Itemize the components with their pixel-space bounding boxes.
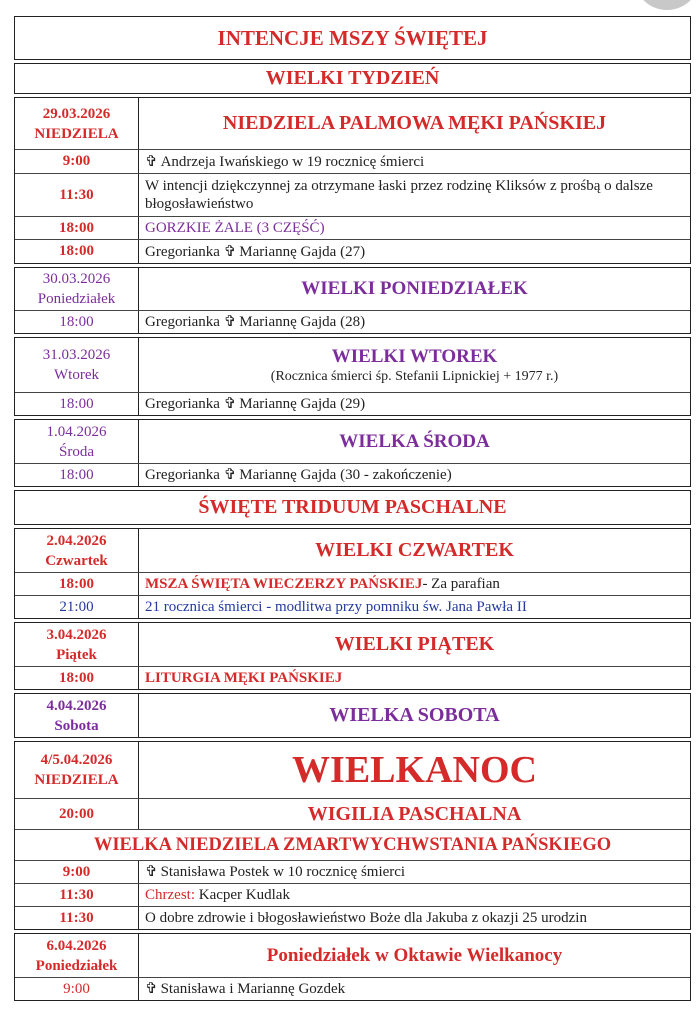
intention-row [15,906,690,929]
weekday-label: Czwartek [45,552,108,569]
week-title: WIELKI TYDZIEŃ [265,67,440,89]
day-title: NIEDZIELA PALMOWA MĘKI PAŃSKIEJ [222,112,607,134]
weekday-label: Środa [59,443,94,460]
day-block-holy-thursday [14,528,691,619]
intention-text: Mariannę Gajda (30 - zakończenie) [239,467,452,483]
time-label: 18:00 [15,464,139,486]
time-label: 20:00 [15,799,139,829]
time-label: 18:00 [15,573,139,595]
date-label: 29.03.2026 [42,105,111,122]
easter-subtitle-row [15,829,690,860]
vigil-title: WIGILIA PASCHALNA [307,802,522,825]
date-cell [15,529,139,572]
intention-text: O dobre zdrowie i błogosławieństwo Boże dla Jakuba z okazji 25 urodzin [145,910,587,926]
date-label: 30.03.2026 [42,271,111,287]
intention-row [15,392,690,415]
weekday-label: Poniedziałek [37,291,116,307]
cross-icon: ✞ [223,243,237,260]
intention-row [15,216,690,239]
intention-row [15,149,690,173]
date-cell [15,420,139,463]
day-block-holy-tuesday [14,337,691,416]
triduum-title: ŚWIĘTE TRIDUUM PASCHALNE [198,496,507,518]
date-label: 31.03.2026 [42,347,111,363]
vigil-row [15,798,690,829]
time-label: 11:30 [15,907,139,929]
cross-icon: ✞ [223,314,237,330]
intention-prefix: Gregorianka [145,467,220,483]
day-block-holy-monday [14,267,691,334]
intention-row [15,572,690,595]
intention-text: Stanisława i Mariannę Gozdek [160,981,346,997]
time-label: 21:00 [15,596,139,618]
intention-text: 21 rocznica śmierci - modlitwa przy pomniku św. Jana Pawła II [145,599,527,615]
time-label: 18:00 [15,240,139,263]
title-block [14,16,691,60]
date-label: 4.04.2026 [46,697,107,714]
cross-icon: ✞ [223,467,237,483]
intention-row [15,463,690,486]
cross-icon: ✞ [145,981,158,997]
weekday-label: Poniedziałek [35,957,118,974]
date-label: 2.04.2026 [46,532,107,549]
intention-row [15,310,690,333]
day-title: WIELKI WTOREK [331,346,498,367]
date-label: 3.04.2026 [46,626,107,643]
date-label: 6.04.2026 [46,937,107,954]
day-block-holy-saturday [14,693,691,738]
page-title: INTENCJE MSZY ŚWIĘTEJ [217,25,488,50]
date-label: 1.04.2026 [46,423,107,440]
intention-prefix: Gregorianka [145,314,220,330]
intention-text: GORZKIE ŻALE (3 CZĘŚĆ) [145,220,325,236]
time-label: 18:00 [15,667,139,689]
date-label: 4/5.04.2026 [40,752,113,768]
day-block-good-friday [14,622,691,690]
intention-row [15,860,690,883]
easter-subtitle: WIELKA NIEDZIELA ZMARTWYCHWSTANIA PAŃSKIEGO [93,834,612,855]
date-cell [15,98,139,149]
intention-row [15,173,690,216]
intention-row [15,883,690,906]
cross-icon: ✞ [145,153,158,170]
intention-text: LITURGIA MĘKI PAŃSKIEJ [145,670,343,686]
intention-label: Chrzest: [145,887,195,903]
cross-icon: ✞ [145,864,158,880]
intention-row [15,666,690,689]
day-title: WIELKI CZWARTEK [315,539,514,561]
intention-row [15,977,690,1000]
date-cell [15,623,139,666]
mass-intentions-sheet [14,16,691,1004]
intention-text: Kacper Kudlak [198,887,290,903]
weekday-label: Piątek [56,646,97,663]
intention-suffix: - Za parafian [422,576,500,592]
date-cell [15,742,139,798]
date-cell [15,694,139,737]
intention-text: Mariannę Gajda (28) [239,314,366,330]
corner-shadow [634,0,700,10]
day-note: (Rocznica śmierci śp. Stefanii Lipnickiej + 1977 r.) [270,369,559,384]
date-cell [15,338,139,392]
weekday-label: Wtorek [54,367,99,383]
time-label: 9:00 [15,861,139,883]
weekday-label: Sobota [54,717,99,734]
time-label: 11:30 [15,174,139,216]
intention-text: MSZA ŚWIĘTA WIECZERZY PAŃSKIEJ [145,576,423,592]
intention-text: Stanisława Postek w 10 rocznicę śmierci [160,864,406,880]
weekday-label: NIEDZIELA [34,772,119,788]
intention-text: Mariannę Gajda (29) [239,396,366,412]
weekday-label: NIEDZIELA [34,125,119,142]
cross-icon: ✞ [223,396,237,412]
day-title: WIELKANOC [292,749,537,791]
date-cell [15,268,139,310]
week-block [14,63,691,94]
day-block-easter-monday [14,933,691,1001]
day-block-holy-wednesday [14,419,691,487]
intention-row [15,239,690,263]
intention-text: Mariannę Gajda (27) [239,243,366,260]
day-title: WIELKI PONIEDZIAŁEK [301,278,528,299]
triduum-block [14,490,691,525]
time-label: 18:00 [15,393,139,415]
day-title: WIELKI PIĄTEK [334,633,495,655]
day-title: Poniedziałek w Oktawie Wielkanocy [266,944,563,966]
intention-prefix: Gregorianka [145,243,220,260]
intention-row [15,595,690,618]
intention-prefix: Gregorianka [145,396,220,412]
intention-text: W intencji dziękczynnej za otrzymane łaski przez rodzinę Kliksów z prośbą o dalsze błogosławieństwo [145,178,653,212]
day-block-palm-sunday [14,97,691,264]
date-cell [15,934,139,977]
intention-text: Andrzeja Iwańskiego w 19 rocznicę śmierci [160,153,425,170]
time-label: 18:00 [15,311,139,333]
time-label: 11:30 [15,884,139,906]
day-title: WIELKA SOBOTA [329,704,500,726]
time-label: 18:00 [15,217,139,239]
day-block-easter [14,741,691,930]
time-label: 9:00 [15,150,139,173]
day-title: WIELKA ŚRODA [339,430,490,452]
time-label: 9:00 [15,978,139,1000]
